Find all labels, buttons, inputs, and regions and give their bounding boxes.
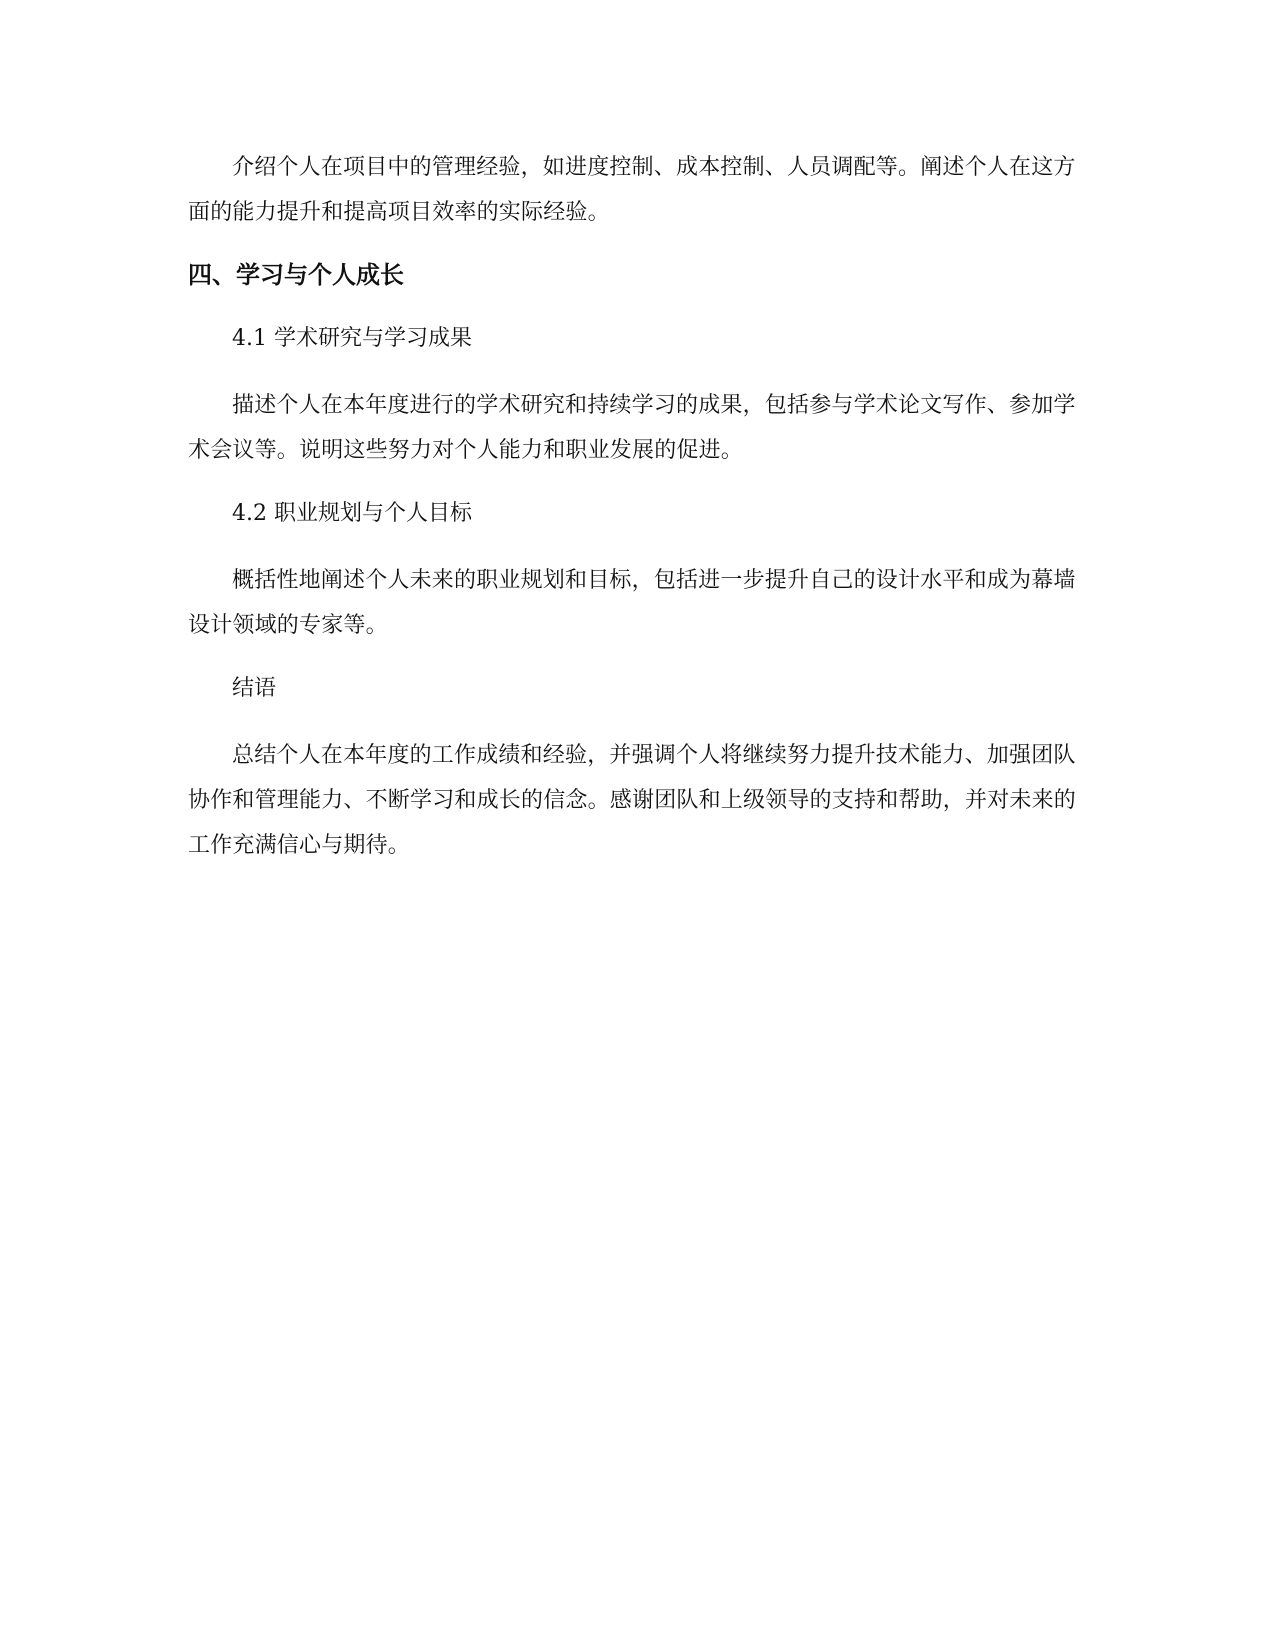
section-heading-learning-growth: 四、学习与个人成长 (188, 261, 404, 289)
subheading-4-1: 4.1 学术研究与学习成果 (232, 326, 472, 351)
subheading-4-2: 4.2 职业规划与个人目标 (232, 501, 472, 526)
spacer (188, 235, 1088, 253)
document-body (188, 145, 1088, 868)
subheading-conclusion: 结语 (232, 676, 277, 701)
spacer (188, 648, 1088, 666)
spacer (188, 711, 1088, 733)
paragraph-conclusion: 总结个人在本年度的工作成绩和经验，并强调个人将继续努力提升技术能力、加强团队协作和管理能力、不断学习和成长的信念。感谢团队和上级领导的支持和帮助，并对未来的工作充满信心与期待。 (188, 743, 1077, 858)
paragraph-management-experience: 介绍个人在项目中的管理经验，如进度控制、成本控制、人员调配等。阐述个人在这方面的能力提升和提高项目效率的实际经验。 (188, 155, 1076, 225)
spacer (188, 473, 1088, 491)
spacer (188, 536, 1088, 558)
spacer (188, 298, 1088, 316)
paragraph-academic-research: 描述个人在本年度进行的学术研究和持续学习的成果，包括参与学术论文写作、参加学术会议等。说明这些努力对个人能力和职业发展的促进。 (188, 393, 1076, 463)
spacer (188, 361, 1088, 383)
paragraph-career-plan: 概括性地阐述个人未来的职业规划和目标，包括进一步提升自己的设计水平和成为幕墙设计领域的专家等。 (188, 568, 1076, 638)
